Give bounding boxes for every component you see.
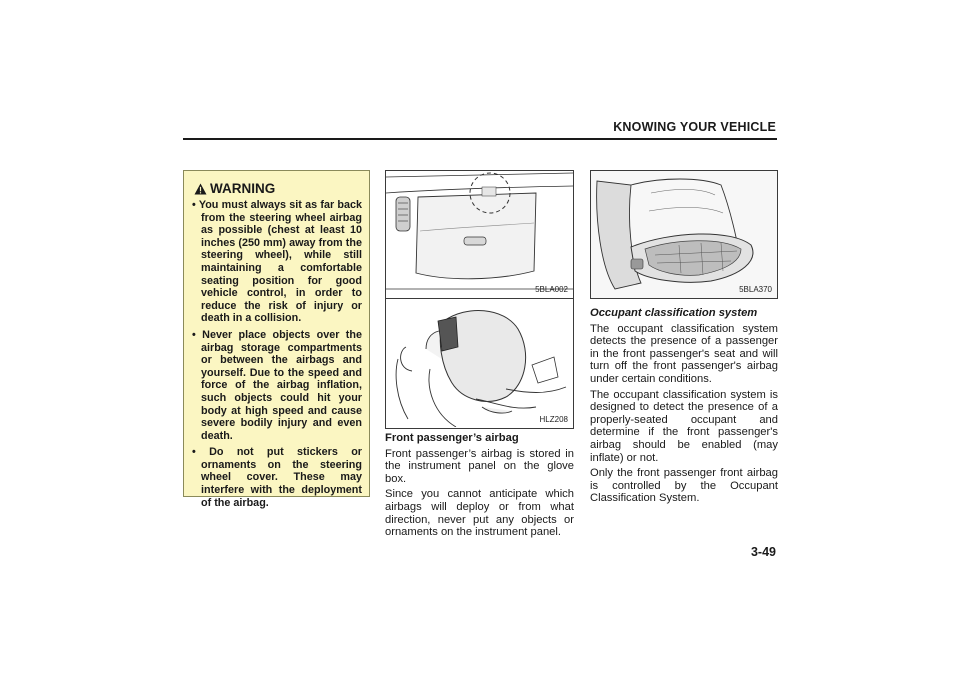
section-heading: Front passenger’s airbag bbox=[385, 432, 519, 444]
warning-title: WARNING bbox=[210, 181, 276, 196]
glovebox-illustration bbox=[385, 170, 574, 299]
occupant-classification-section bbox=[590, 307, 778, 508]
glovebox-drawing bbox=[386, 171, 573, 298]
body-paragraph: The occupant classification system detects the presence of a passenger in the front passenger's seat and will turn off the front passenger's airbag under certain conditions. bbox=[590, 322, 778, 385]
warning-triangle-icon bbox=[194, 183, 207, 195]
figure-label: 5BLA370 bbox=[739, 285, 772, 294]
warning-item: • Never place objects over the airbag storage compartments or between the airbags and yourself. Due to the speed and force of the airbag inflation, such objects could hit your body at high speed and cause severe bodily injury and even death. bbox=[192, 328, 362, 442]
warning-heading bbox=[194, 181, 362, 196]
occupant-seat-illustration bbox=[590, 170, 778, 299]
airbag-drawing bbox=[386, 299, 573, 427]
figure-label: HLZ208 bbox=[539, 415, 568, 424]
section-heading: Occupant classification system bbox=[590, 307, 758, 319]
passenger-airbag-illustration bbox=[385, 299, 574, 429]
page-number: 3-49 bbox=[750, 545, 776, 559]
warning-item: • You must always sit as far back from the steering wheel airbag as possible (chest at least 10 inches (250 mm) away from the steering wheel), while still maintaining a comfortable seating position for good vehicle control, in order to reduce the risk of injury or death in a collision. bbox=[192, 199, 362, 325]
body-paragraph: Front passenger’s airbag is stored in the instrument panel on the glove box. bbox=[385, 447, 574, 485]
body-paragraph: Since you cannot anticipate which airbags will deploy or from what direction, never put any objects or ornaments on the instrument panel. bbox=[385, 488, 574, 539]
figure-label: 5BLA002 bbox=[535, 285, 568, 294]
body-paragraph: Only the front passenger front airbag is controlled by the Occupant Classification System. bbox=[590, 467, 778, 505]
warning-box bbox=[183, 170, 370, 509]
seat-drawing bbox=[591, 171, 777, 298]
warning-list bbox=[192, 199, 362, 509]
running-header: KNOWING YOUR VEHICLE bbox=[613, 120, 776, 134]
front-passenger-section bbox=[385, 432, 574, 542]
header-rule bbox=[183, 138, 777, 140]
warning-item: • Do not put stickers or ornaments on the steering wheel cover. These may interfere with the deployment of the airbag. bbox=[192, 446, 362, 509]
body-paragraph: The occupant classification system is designed to detect the presence of a properly-seated occupant and determine if the front passenger's airbag should be enabled (may inflate) or not. bbox=[590, 388, 778, 464]
